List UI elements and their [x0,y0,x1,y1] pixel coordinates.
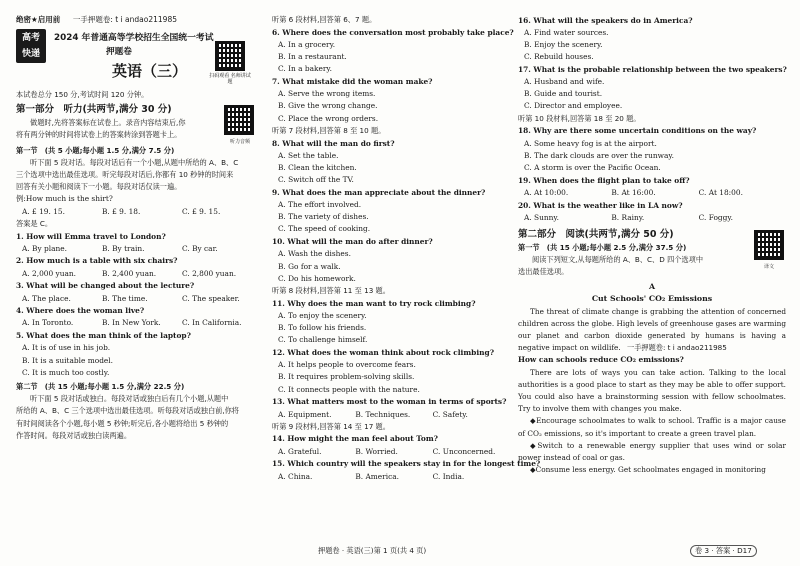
part1-intro-2: 将有两分钟的时间将试卷上的答案转涂到答题卡上。 [16,130,182,140]
column-1 [16,14,262,442]
q18-option-b[interactable]: B. The dark clouds are over the runway. [524,150,674,160]
exam-subtitle: 押题卷 [106,47,132,57]
q6-option-a[interactable]: A. In a grocery. [278,39,336,49]
q9-option-c[interactable]: C. The speed of cooking. [278,224,371,234]
q11-option-a[interactable]: A. To enjoy the scenery. [278,310,367,320]
qr-code-lecture[interactable] [215,41,245,71]
article-subhead: How can schools reduce CO₂ emissions? [518,355,684,365]
part1-intro-1: 做题时,先将答案标在试卷上。录音内容结束后,你 [30,118,186,128]
question-10: 10. What will the man do after dinner? [272,237,433,247]
question-20-options [518,212,786,224]
question-15: 15. Which country will the speakers stay in for the longest time? [272,459,541,469]
question-15-options [272,471,510,483]
article-title: Cut Schools' CO₂ Emissions [591,294,713,304]
q12-option-a[interactable]: A. It helps people to overcome fears. [278,360,416,370]
q11-option-b[interactable]: B. To follow his friends. [278,323,367,333]
q10-option-c[interactable]: C. Do his homework. [278,273,356,283]
q9-option-b[interactable]: B. The variety of dishes. [278,212,369,222]
question-12: 12. What does the woman think about rock climbing? [272,347,495,357]
q3-option-b[interactable]: B. The time. [102,293,148,303]
example-option-a: A. £ 19. 15. [22,206,65,216]
question-11: 11. Why does the man want to try rock climbing? [272,298,476,308]
question-20: 20. What is the weather like in LA now? [518,200,683,210]
sec1-intro-2: 三个选项中选出最佳选项。听完每段对话后,你都有 10 秒钟的时间来 [16,170,234,180]
qr-lecture-label: 扫码观看 名师讲试题 [209,73,251,85]
article-paragraph-2: There are lots of ways you can take action. Talking to the local authorities is a good place to start as they may be able to offer support. You could also have a brainstorming session with fellow schoolmates. Try to involve them with changes you make. [518,367,786,414]
article-paragraph-1-text: The threat of climate change is grabbing the attention of concerned children across the globe. High levels of greenhouse gases are warming our planet and carbon dioxide generated by humans is having a negative impact on wildlife. [518,306,786,353]
material-7-label: 听第 7 段材料,回答第 8 至 10 题。 [272,125,386,135]
q20-option-b[interactable]: B. Rainy. [611,212,645,222]
question-16: 16. What will the speakers do in America? [518,15,693,25]
q1-option-c[interactable]: C. By car. [182,243,218,253]
q2-option-b[interactable]: B. 2,400 yuan. [102,268,157,278]
q7-option-a[interactable]: A. Serve the wrong items. [278,89,376,99]
question-18: 18. Why are there some uncertain conditions on the way? [518,126,757,136]
q8-option-b[interactable]: B. Clean the kitchen. [278,162,357,172]
q3-option-a[interactable]: A. The place. [22,293,71,303]
q19-option-c[interactable]: C. At 18:00. [698,187,743,197]
q4-option-a[interactable]: A. In Toronto. [22,318,74,328]
q19-option-b[interactable]: B. At 16:00. [611,187,656,197]
q6-option-b[interactable]: B. In a restaurant. [278,52,347,62]
q13-option-c[interactable]: C. Safety. [432,409,468,419]
q18-option-c[interactable]: C. A storm is over the Pacific Ocean. [524,162,661,172]
secret-label: 绝密★启用前 [16,15,61,24]
article-bullet-3: ◆Consume less energy. Get schoolmates engaged in monitoring [530,465,766,475]
q7-option-c[interactable]: C. Place the wrong orders. [278,113,379,123]
part1-block [16,103,262,146]
qr-translation-label: 译文 [763,263,774,270]
article-watermark: 一手押题卷: t i andao211985 [627,343,727,353]
material-6-label: 听第 6 段材料,回答第 6、7 题。 [272,15,377,24]
gaokao-logo [16,29,46,63]
question-19-options [518,187,786,199]
q15-option-b[interactable]: B. America. [355,471,399,481]
question-14-options [272,446,510,458]
question-3: 3. What will be changed about the lecture? [16,281,195,291]
example-option-b: B. £ 9. 18. [102,206,141,216]
q8-option-a[interactable]: A. Set the table. [278,150,339,160]
subject-title: 英语（三） [112,62,188,80]
q6-option-c[interactable]: C. In a bakery. [278,64,332,74]
q16-option-a[interactable]: A. Find water sources. [524,27,609,37]
q14-option-c[interactable]: C. Unconcerned. [432,446,496,456]
q5-option-b[interactable]: B. It is a suitable model. [22,355,114,365]
example-option-c: C. £ 9. 15. [182,206,221,216]
q12-option-c[interactable]: C. It connects people with the nature. [278,384,420,394]
question-1: 1. How will Emma travel to London? [16,231,166,241]
question-6: 6. Where does the conversation most probably take place? [272,27,514,37]
logo-line-1: 高考 [21,33,40,43]
question-8: 8. What will the man do first? [272,138,395,148]
qr-code-translation[interactable] [754,230,784,260]
exam-note: 本试卷总分 150 分,考试时间 120 分钟。 [16,90,149,99]
q9-option-a[interactable]: A. The effort involved. [278,200,362,210]
question-2-options [16,268,262,280]
q13-option-a[interactable]: A. Equipment. [278,409,332,419]
header-line [16,14,262,26]
qr-audio-label: 听力音频 [229,139,250,146]
article-paragraph-1 [518,306,786,355]
question-19: 19. When does the flight plan to take off? [518,175,690,185]
q15-option-c[interactable]: C. India. [432,471,465,481]
part2-intro-1: 阅读下列短文,从每题所给的 A、B、C、D 四个选项中 [532,255,704,265]
sec1-title: 第一节 (共 5 小题;每小题 1.5 分,满分 7.5 分) [16,145,175,155]
example-answer: 答案是 C。 [16,218,53,228]
q10-option-a[interactable]: A. Wash the dishes. [278,249,351,259]
article-letter: A [648,281,656,291]
q11-option-c[interactable]: C. To challenge himself. [278,335,368,345]
footer-answer-code: 卷 3 · 答案 · D17 [690,545,757,557]
footer-page-info: 押题卷 · 英语(三)第 1 页(共 4 页) [318,546,427,555]
watermark-text: 一手押题卷: t i andao211985 [72,15,177,24]
q2-option-c[interactable]: C. 2,800 yuan. [182,268,237,278]
question-13: 13. What matters most to the woman in terms of sports? [272,397,507,407]
material-10-label: 听第 10 段材料,回答第 18 至 20 题。 [518,113,641,123]
q17-option-b[interactable]: B. Guide and tourist. [524,89,603,99]
question-2: 2. How much is a table with six chairs? [16,256,178,266]
part2-title: 第二部分 阅读(共两节,满分 50 分) [518,228,674,240]
q8-option-c[interactable]: C. Switch off the TV. [278,175,354,185]
part2-intro-2: 选出最佳选项。 [518,267,569,277]
column-2 [272,14,541,483]
logo-line-2: 快递 [21,49,40,59]
q5-option-c[interactable]: C. It is much too costly. [22,367,110,377]
q17-option-c[interactable]: C. Director and employee. [524,101,623,111]
exam-title: 2024 年普通高等学校招生全国统一考试 [54,33,214,43]
sec1-intro-3: 回答有关小题和阅读下一小题。每段对话仅读一遍。 [16,182,182,192]
q15-option-a[interactable]: A. China. [278,471,313,481]
material-9-label: 听第 9 段材料,回答第 14 至 17 题。 [272,421,390,431]
sec2-intro-4: 作答时间。每段对话或独白读两遍。 [16,430,132,440]
sec2-intro-1: 听下面 5 段对话或独白。每段对话或独白后有几个小题,从题中 [30,394,229,404]
question-13-options [272,409,510,421]
question-4: 4. Where does the woman live? [16,306,145,316]
q14-option-a[interactable]: A. Grateful. [278,446,322,456]
question-5: 5. What does the man think of the laptop? [16,331,191,341]
question-4-options [16,317,262,329]
sec2-intro-3: 有时间阅读各个小题,每小题 5 秒钟;听完后,各小题将给出 5 秒钟的 [16,418,229,428]
part2-block [518,228,786,279]
q4-option-b[interactable]: B. In New York. [102,318,161,328]
article-bullet-2: ◆Switch to a renewable energy supplier that uses wind or solar power instead of coal or gas. [518,440,786,462]
question-1-options [16,243,262,255]
q13-option-b[interactable]: B. Techniques. [355,409,411,419]
q16-option-b[interactable]: B. Enjoy the scenery. [524,39,603,49]
example-options [16,206,262,218]
q2-option-a[interactable]: A. 2,000 yuan. [22,268,76,278]
q19-option-a[interactable]: A. At 10:00. [524,187,569,197]
q20-option-a[interactable]: A. Sunny. [524,212,559,222]
question-17: 17. What is the probable relationship between the two speakers? [518,64,787,74]
q16-option-c[interactable]: C. Rebuild houses. [524,52,594,62]
question-7: 7. What mistake did the woman make? [272,77,433,87]
sec2-title: 第二节 (共 15 小题;每小题 1.5 分,满分 22.5 分) [16,381,185,391]
q12-option-b[interactable]: B. It requires problem-solving skills. [278,372,415,382]
q18-option-a[interactable]: A. Some heavy fog is at the airport. [524,138,657,148]
q17-option-a[interactable]: A. Husband and wife. [524,77,605,87]
example-question: 例:How much is the shirt? [16,194,113,204]
q1-option-a[interactable]: A. By plane. [22,243,67,253]
sec2-intro-2: 所给的 A、B、C 三个选项中选出最佳选项。听每段对话或独白前,你将 [16,406,239,416]
question-9: 9. What does the man appreciate about the dinner? [272,187,486,197]
part1-title: 第一部分 听力(共两节,满分 30 分) [16,104,172,116]
q1-option-b[interactable]: B. By train. [102,243,145,253]
material-8-label: 听第 8 段材料,回答第 11 至 13 题。 [272,285,390,295]
question-3-options [16,293,262,305]
question-14: 14. How might the man feel about Tom? [272,434,438,444]
q3-option-c[interactable]: C. The speaker. [182,293,240,303]
q14-option-b[interactable]: B. Worried. [355,446,398,456]
title-block [16,29,262,89]
article-bullet-1: ◆Encourage schoolmates to walk to school. Traffic is a major cause of CO₂ emissions, so it's important to create a green travel plan. [518,416,786,438]
qr-code-audio[interactable] [224,105,254,135]
q20-option-c[interactable]: C. Foggy. [698,212,733,222]
column-3 [518,14,786,476]
q7-option-b[interactable]: B. Give the wrong change. [278,101,378,111]
part2-sec1-title: 第一节 (共 15 小题;每小题 2.5 分,满分 37.5 分) [518,242,687,252]
q4-option-c[interactable]: C. In California. [182,318,242,328]
q10-option-b[interactable]: B. Go for a walk. [278,261,341,271]
sec1-intro-1: 听下面 5 段对话。每段对话后有一个小题,从题中所给的 A、B、C [30,157,239,167]
q5-option-a[interactable]: A. It is of use in his job. [22,343,111,353]
